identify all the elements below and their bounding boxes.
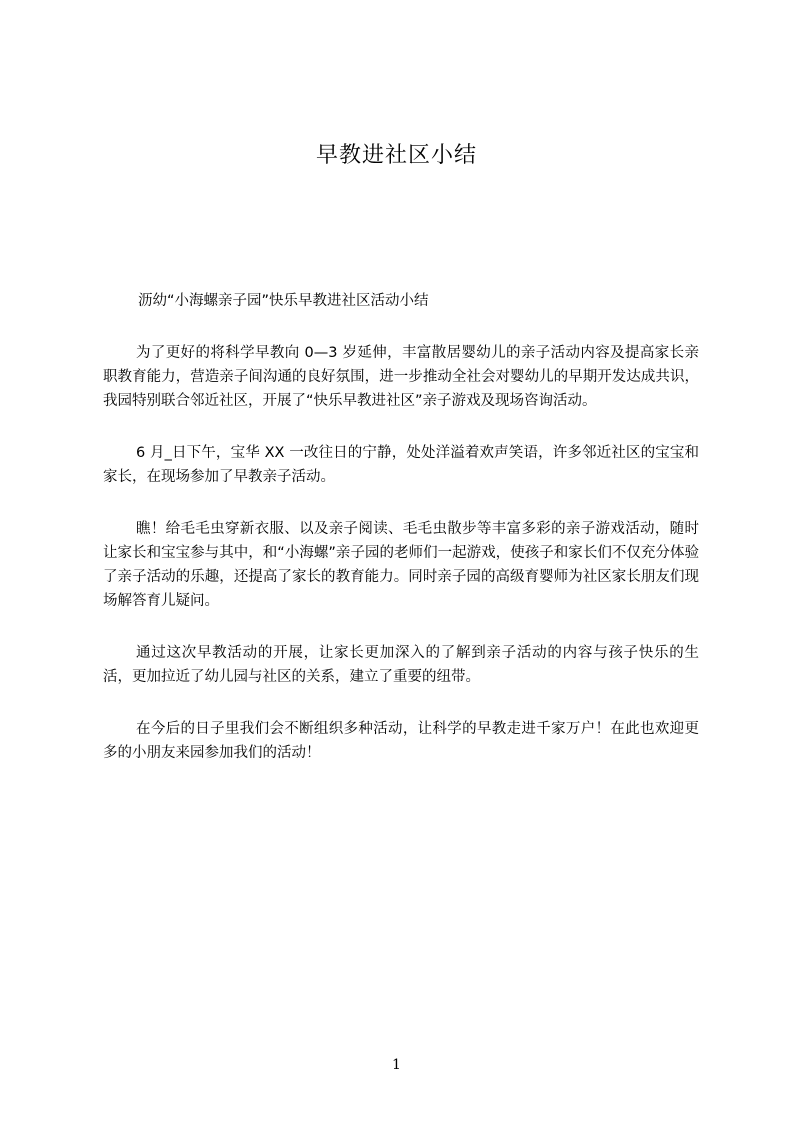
page-number: 1 bbox=[392, 1057, 401, 1073]
paragraph-2: 6 月_日下午，宝华 XX 一改往日的宁静，处处洋溢着欢声笑语，许多邻近社区的宝宝和家长，在现场参加了早教亲子活动。 bbox=[103, 445, 699, 485]
document-body bbox=[103, 289, 699, 793]
document-subtitle: 沥幼“小海螺亲子园”快乐早教进社区活动小结 bbox=[138, 293, 429, 309]
paragraph-1: 为了更好的将科学早教向 0—3 岁延伸，丰富散居婴幼儿的亲子活动内容及提高家长亲职教育能力，营造亲子间沟通的良好氛围，进一步推动全社会对婴幼儿的早期开发达成共识，我园特别联合邻近社区，开展了“快乐早教进社区”亲子游戏及现场咨询活动。 bbox=[103, 345, 699, 409]
paragraph-5: 在今后的日子里我们会不断组织多种活动，让科学的早教走进千家万户！在此也欢迎更多的小朋友来园参加我们的活动！ bbox=[103, 721, 699, 761]
document-title: 早教进社区小结 bbox=[315, 143, 477, 168]
paragraph-3: 瞧！给毛毛虫穿新衣服、以及亲子阅读、毛毛虫散步等丰富多彩的亲子游戏活动，随时让家长和宝宝参与其中，和“小海螺”亲子园的老师们一起游戏，使孩子和家长们不仅充分体验了亲子活动的乐趣，还提高了家长的教育能力。同时亲子园的高级育婴师为社区家长朋友们现场解答育儿疑问。 bbox=[103, 521, 699, 609]
paragraph-4: 通过这次早教活动的开展，让家长更加深入的了解到亲子活动的内容与孩子快乐的生活，更加拉近了幼儿园与社区的关系，建立了重要的纽带。 bbox=[103, 645, 699, 685]
